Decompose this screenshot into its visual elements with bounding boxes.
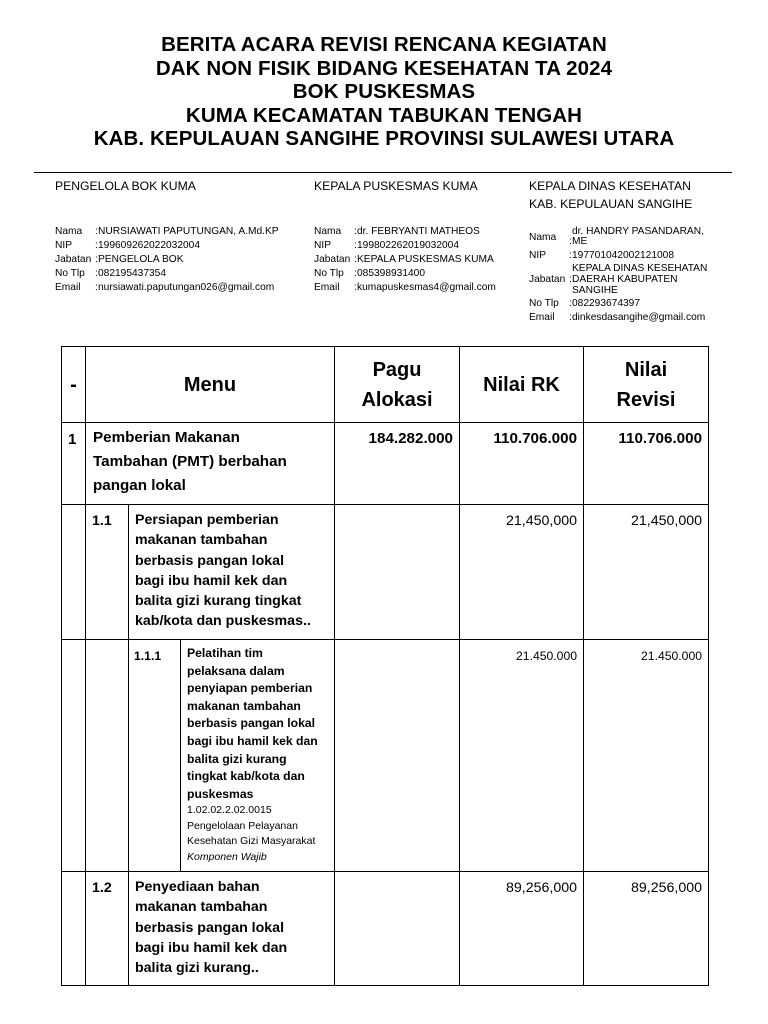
signatory-position: KEPALA DINAS KESEHATAN — [572, 263, 708, 274]
colon: : — [569, 312, 572, 323]
row-number: 1.2 — [86, 872, 129, 986]
signatory-nip: 199802262019032004 — [357, 240, 459, 251]
label-email: Email — [314, 282, 340, 293]
signatory-pengelola — [55, 177, 305, 307]
signatory-heading: KEPALA PUSKESMAS KUMA — [314, 179, 478, 193]
signatory-email: kumapuskesmas4@gmail.com — [357, 282, 496, 293]
menu-line: pelaksana dalam — [187, 663, 285, 678]
row-nilai-rk: 89,256,000 — [460, 872, 584, 986]
signatory-name: dr. FEBRYANTI MATHEOS — [357, 226, 480, 237]
colon: : — [569, 298, 572, 309]
row-indent — [86, 640, 129, 872]
table-row — [62, 872, 709, 986]
row-indent — [62, 640, 86, 872]
menu-line: balita gizi kurang.. — [135, 960, 259, 977]
colon: : — [569, 236, 572, 247]
component-type: Komponen Wajib — [187, 850, 267, 863]
title-line-3: BOK PUSKESMAS — [292, 80, 476, 103]
signatory-phone: 082293674397 — [572, 298, 640, 309]
header-pagu — [335, 347, 460, 423]
row-menu — [181, 640, 335, 872]
signatory-nip: 199609262022032004 — [98, 240, 200, 251]
label-phone: No Tlp — [55, 268, 85, 279]
label-phone: No Tlp — [314, 268, 344, 279]
signatory-name-cont: ME — [572, 236, 588, 247]
row-number: 1.1.1 — [129, 640, 181, 872]
label-email: Email — [55, 282, 81, 293]
header-nilai-revisi — [584, 347, 709, 423]
colon: : — [95, 254, 98, 265]
table-header-row — [62, 347, 709, 423]
row-menu — [86, 423, 335, 505]
label-nama: Nama — [314, 226, 342, 237]
table-row — [62, 640, 709, 872]
title-line-1: BERITA ACARA REVISI RENCANA KEGIATAN — [161, 33, 607, 56]
signatory-name: NURSIAWATI PAPUTUNGAN, A.Md.KP — [98, 226, 279, 237]
row-menu — [129, 872, 335, 986]
menu-line: makanan tambahan — [135, 899, 268, 916]
row-number: 1.1 — [86, 505, 129, 640]
row-nilai-revisi: 89,256,000 — [584, 872, 709, 986]
colon: : — [354, 254, 357, 265]
row-menu — [129, 505, 335, 640]
header-pagu-line2: Alokasi — [361, 388, 433, 411]
row-pagu — [335, 505, 460, 640]
menu-line: puskesmas — [187, 786, 254, 801]
signatory-nip: 197701042002121008 — [572, 250, 674, 261]
label-jabatan: Jabatan — [55, 254, 92, 265]
menu-line: penyiapan pemberian — [187, 681, 313, 696]
signatory-position: PENGELOLA BOK — [98, 254, 184, 265]
signatory-position-cont: DAERAH KABUPATEN — [572, 274, 678, 285]
header-no: - — [62, 347, 86, 423]
header-menu: Menu — [86, 347, 335, 423]
document-title — [0, 33, 768, 151]
row-nilai-rk: 21.450.000 — [460, 640, 584, 872]
colon: : — [569, 274, 572, 285]
menu-line: balita gizi kurang tingkat — [135, 593, 302, 610]
label-phone: No Tlp — [529, 298, 559, 309]
row-pagu — [335, 640, 460, 872]
signatory-heading-sub: KAB. KEPULAUAN SANGIHE — [529, 197, 693, 211]
menu-line: bagi ibu hamil kek dan — [135, 572, 288, 589]
signatory-name: dr. HANDRY PASANDARAN, — [572, 226, 704, 237]
colon: : — [354, 240, 357, 251]
label-email: Email — [529, 312, 555, 323]
colon: : — [354, 282, 357, 293]
budget-table — [61, 346, 709, 986]
title-line-2: DAK NON FISIK BIDANG KESEHATAN TA 2024 — [155, 56, 613, 80]
menu-line: pangan lokal — [93, 477, 186, 494]
menu-line: berbasis pangan lokal — [135, 552, 285, 569]
signatory-position: KEPALA PUSKESMAS KUMA — [357, 254, 494, 265]
header-revisi-line1: Nilai — [624, 358, 668, 381]
table-row — [62, 505, 709, 640]
activity-name: Kesehatan Gizi Masyarakat — [187, 835, 316, 848]
table-row — [62, 423, 709, 505]
colon: : — [95, 268, 98, 279]
menu-line: bagi ibu hamil kek dan — [135, 939, 288, 956]
row-nilai-revisi: 21.450.000 — [584, 640, 709, 872]
menu-line: makanan tambahan — [135, 532, 268, 549]
label-nip: NIP — [55, 240, 72, 251]
signatory-kepala-dinas — [529, 177, 739, 327]
menu-line: balita gizi kurang — [187, 751, 287, 766]
menu-line: tingkat kab/kota dan — [187, 769, 305, 784]
row-nilai-revisi: 110.706.000 — [584, 423, 709, 505]
signatory-kepala-puskesmas — [314, 177, 524, 307]
label-nama: Nama — [529, 232, 557, 243]
label-jabatan: Jabatan — [314, 254, 351, 265]
activity-code: 1.02.02.2.02.0015 — [187, 804, 272, 817]
colon: : — [95, 240, 98, 251]
row-pagu: 184.282.000 — [335, 423, 460, 505]
colon: : — [354, 226, 357, 237]
row-nilai-rk: 110.706.000 — [460, 423, 584, 505]
menu-line: berbasis pangan lokal — [135, 919, 285, 936]
header-pagu-line1: Pagu — [372, 358, 422, 381]
row-nilai-rk: 21,450,000 — [460, 505, 584, 640]
row-indent — [62, 872, 86, 986]
title-line-5: KAB. KEPULAUAN SANGIHE PROVINSI SULAWESI UTARA — [93, 127, 675, 150]
menu-line: Pemberian Makanan — [93, 429, 240, 446]
row-pagu — [335, 872, 460, 986]
signatory-phone: 082195437354 — [98, 268, 166, 279]
colon: : — [569, 250, 572, 261]
menu-line: bagi ibu hamil kek dan — [187, 733, 318, 748]
menu-line: Tambahan (PMT) berbahan — [93, 453, 287, 470]
colon: : — [354, 268, 357, 279]
signatory-email: nursiawati.paputungan026@gmail.com — [98, 282, 275, 293]
menu-line: Pelatihan tim — [187, 646, 263, 660]
row-nilai-revisi: 21,450,000 — [584, 505, 709, 640]
activity-name: Pengelolaan Pelayanan — [187, 819, 298, 832]
row-indent — [62, 505, 86, 640]
signatory-heading: KEPALA DINAS KESEHATAN — [529, 179, 691, 193]
colon: : — [95, 282, 98, 293]
signatory-email: dinkesdasangihe@gmail.com — [572, 312, 706, 323]
label-nama: Nama — [55, 226, 83, 237]
menu-line: Penyediaan bahan — [135, 879, 260, 895]
menu-line: berbasis pangan lokal — [187, 716, 316, 731]
header-revisi-line2: Revisi — [616, 388, 676, 411]
row-number: 1 — [62, 423, 86, 505]
menu-line: kab/kota dan puskesmas.. — [135, 613, 311, 630]
signatory-position-cont: SANGIHE — [572, 285, 618, 296]
signatory-heading: PENGELOLA BOK KUMA — [55, 179, 196, 193]
menu-line: makanan tambahan — [187, 698, 301, 713]
label-nip: NIP — [314, 240, 331, 251]
title-line-4: KUMA KECAMATAN TABUKAN TENGAH — [185, 103, 583, 127]
title-divider — [34, 172, 732, 173]
label-jabatan: Jabatan — [529, 274, 566, 285]
colon: : — [95, 226, 98, 237]
menu-line: Persiapan pemberian — [135, 512, 279, 528]
signatory-phone: 085398931400 — [357, 268, 425, 279]
label-nip: NIP — [529, 250, 546, 261]
header-nilai-rk: Nilai RK — [460, 347, 584, 423]
